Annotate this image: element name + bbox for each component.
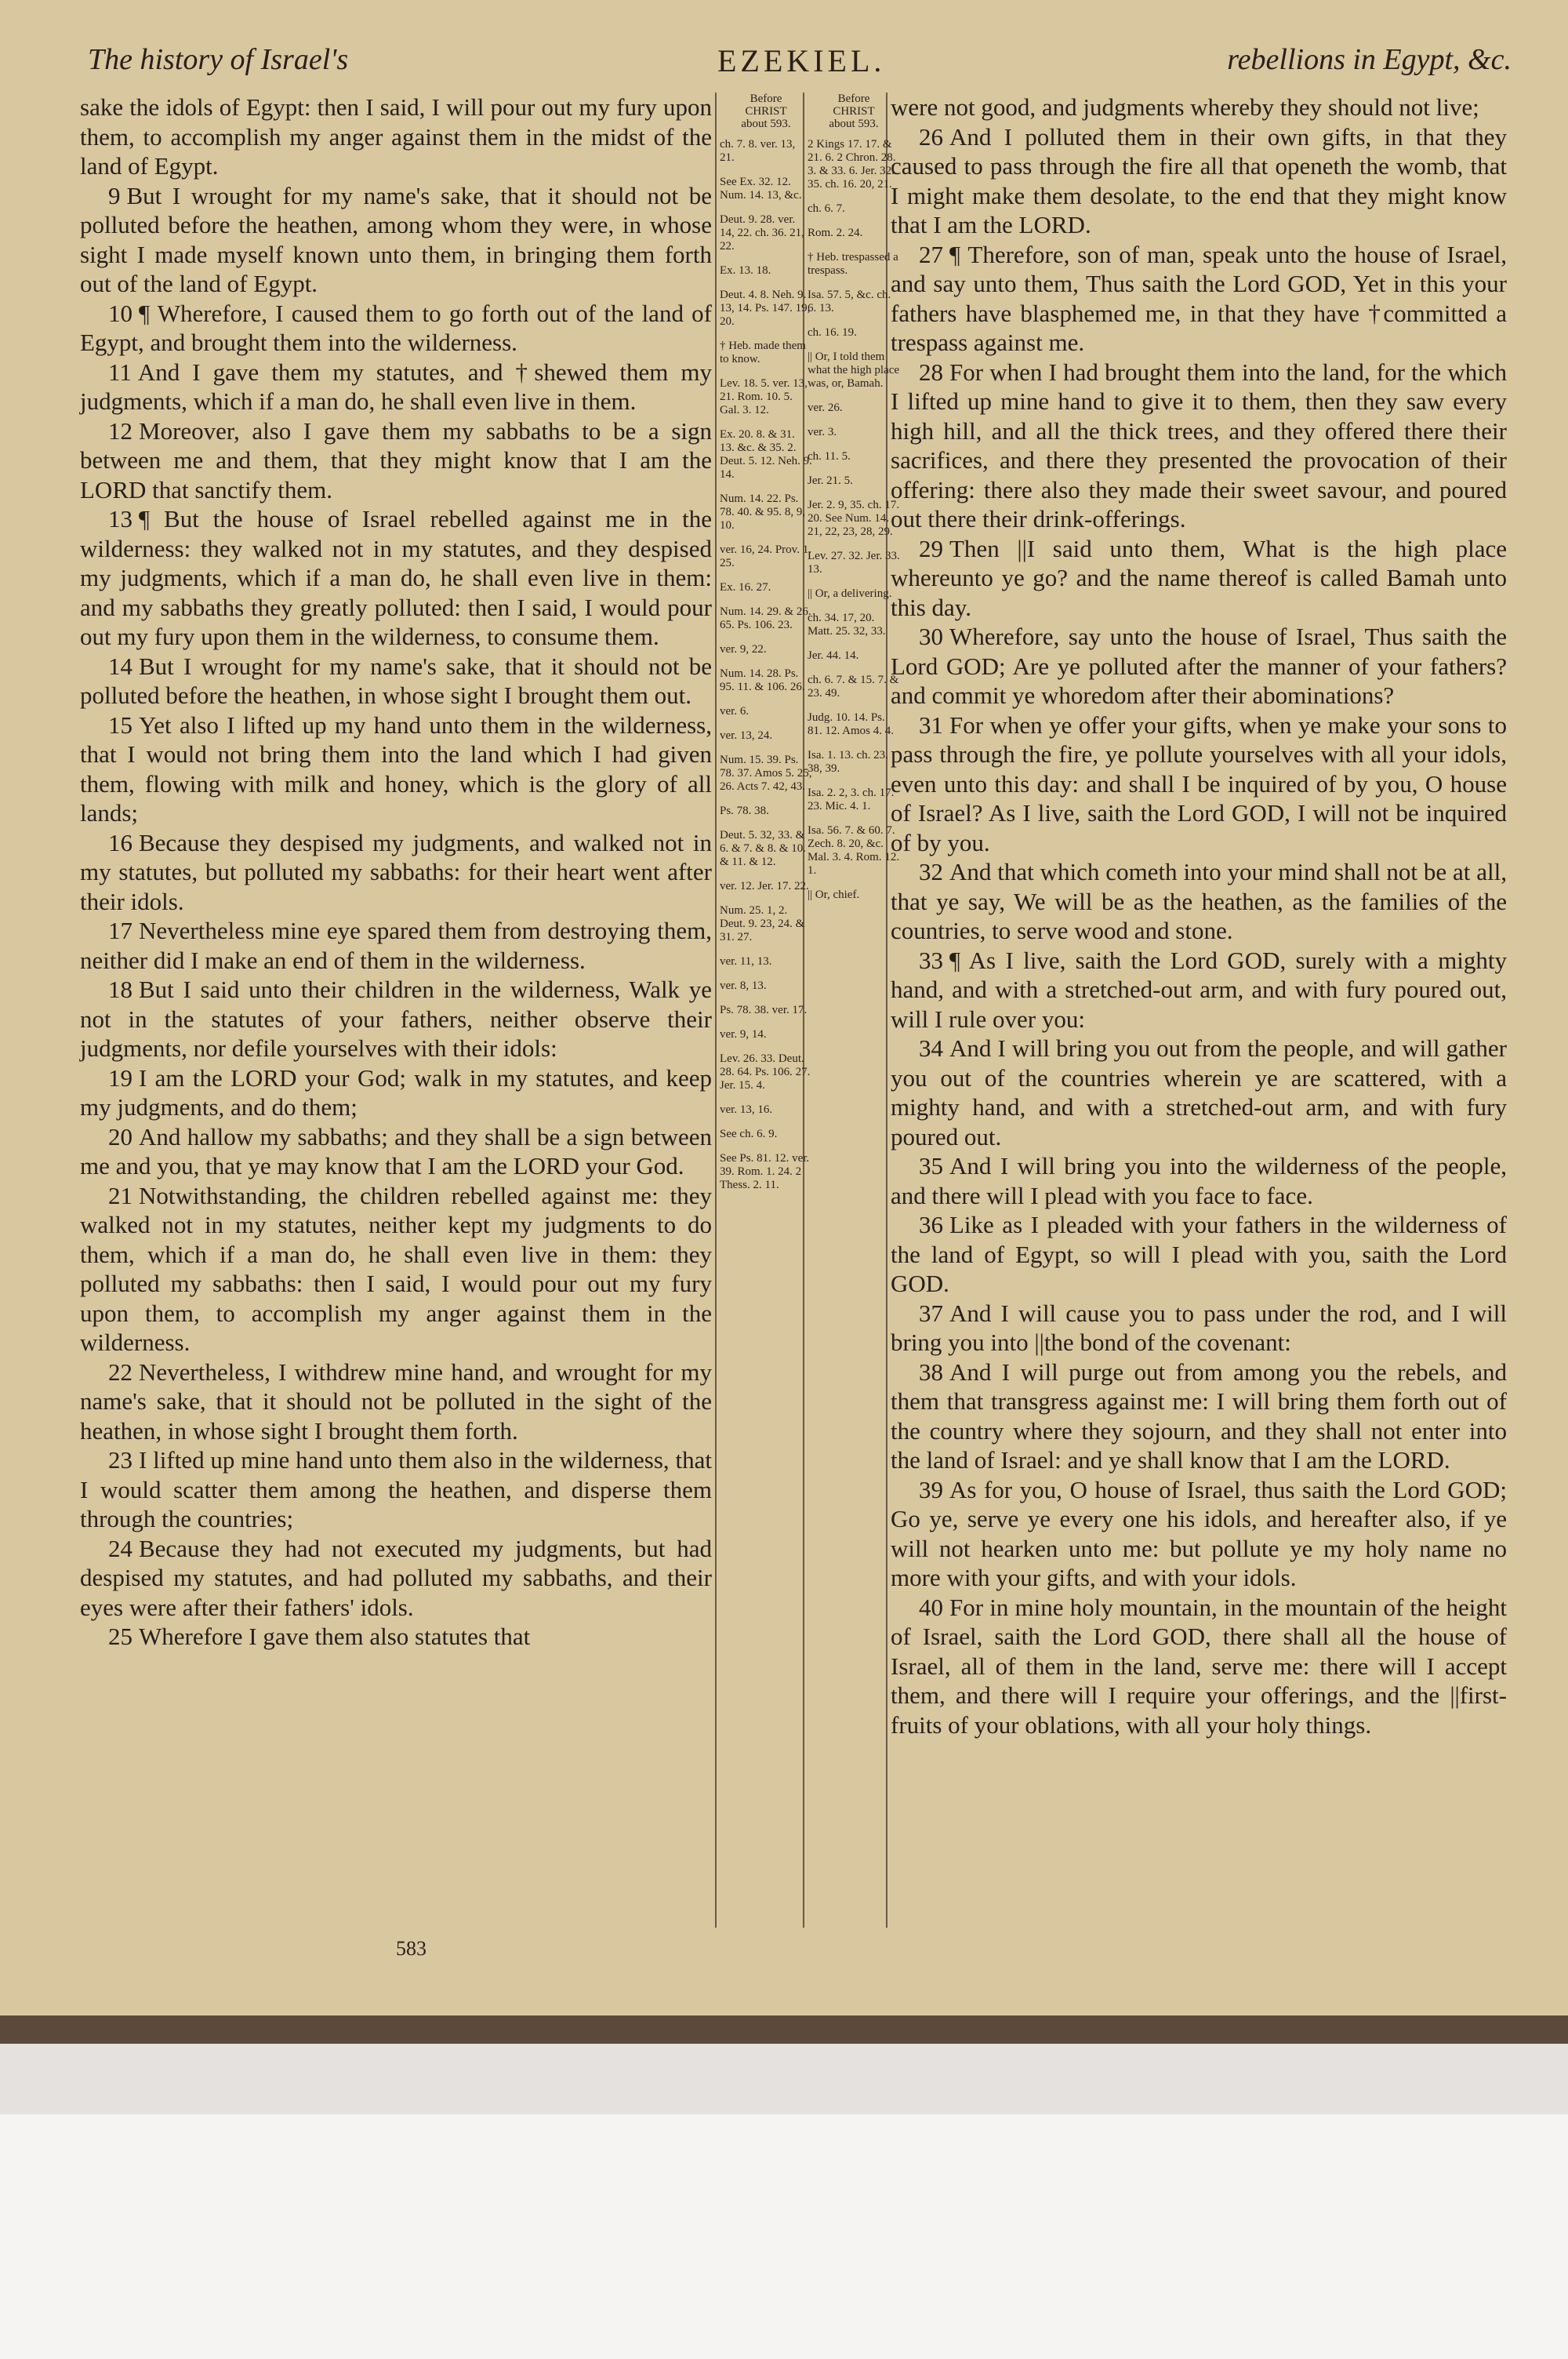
margin-note: Num. 14. 22. Ps. 78. 40. & 95. 8, 9, 10. [720, 493, 806, 532]
verse-text: Wherefore, say unto the house of Israel, Thus saith the Lord GOD; Are ye polluted after the manner of your fathers? and commit ye whoredom after their abominations? [891, 623, 1507, 709]
margin-note: Ex. 13. 18. [720, 264, 771, 277]
verse [891, 1299, 1507, 1358]
verse-text: For in mine holy mountain, in the mountain of the height of Israel, saith the Lord GOD, there shall all the house of Israel, all of them in the land, serve me: there will I accept them, and there will I require your offerings, and the ||first-fruits of your oblations, with all your holy things. [891, 1593, 1507, 1739]
margin-notes-left [720, 93, 812, 1203]
verse [80, 416, 712, 505]
verse [80, 916, 712, 975]
verse-number: 9 [108, 181, 121, 209]
verse [891, 622, 1507, 711]
verse-text: And I will bring you into the wilderness of the people, and there will I plead with you face to face. [891, 1152, 1507, 1209]
running-head-left: The history of Israel's [88, 43, 349, 76]
verse-text: Nevertheless, I withdrew mine hand, and wrought for my name's sake, that it should not be polluted in the sight of the heathen, in whose sight I brought them forth. [80, 1358, 712, 1445]
verse-text: Moreover, also I gave them my sabbaths to be a sign between me and them, that they might know that I am the LORD that sanctify them. [80, 416, 712, 503]
verse-text: But I wrought for my name's sake, that it should not be polluted before the heathen, among whom they were, in whose sight I made myself known unto them, in bringing them forth out of the land of Egypt. [80, 181, 712, 297]
verse-number: 28 [919, 358, 943, 386]
verse [80, 711, 712, 828]
verse [80, 1063, 712, 1122]
verse-number: 21 [108, 1181, 132, 1209]
verse-number: 29 [919, 534, 943, 562]
book-title: EZEKIEL. [717, 43, 886, 78]
left-text-column [80, 93, 712, 1652]
margin-note: ver. 26. [808, 402, 843, 414]
margin-note: Isa. 56. 7. & 60. 7. Zech. 8. 20, &c. Mal. 3. 4. Rom. 12. 1. [808, 824, 900, 877]
margin-note: Jer. 44. 14. [808, 649, 859, 662]
verse-number: 36 [919, 1211, 943, 1238]
margin-note: || Or, a delivering. [808, 587, 892, 600]
margin-note: Lev. 26. 33. Deut. 28. 64. Ps. 106. 27. Jer. 15. 4. [720, 1052, 811, 1092]
verse-text: But I said unto their children in the wilderness, Walk ye not in the statutes of your fathers, neither observe their judgments, nor defile yourselves with their idols: [80, 976, 712, 1062]
margin-note: Isa. 1. 13. ch. 23. 38, 39. [808, 749, 888, 775]
margin-notes-right [808, 93, 900, 913]
margin-note: || Or, I told them what the high place was, or, Bamah. [808, 351, 900, 390]
margin-note: Isa. 57. 5, &c. ch. 6. 13. [808, 289, 891, 314]
margin-note: ver. 13, 16. [720, 1103, 773, 1116]
verse [891, 240, 1507, 358]
verse [891, 711, 1507, 858]
verse-text: ¶ Wherefore, I caused them to go forth out of the land of Egypt, and brought them into the wilderness. [80, 299, 712, 356]
verse-text: But I wrought for my name's sake, that it should not be polluted before the heathen, in whose sight I brought them out. [80, 652, 712, 709]
verse-text: ¶ Therefore, son of man, speak unto the house of Israel, and say unto them, Thus saith the Lord GOD, Yet in this your fathers have blasphemed me, in that they have †committed a trespass against me. [891, 240, 1507, 356]
verse-number: 16 [108, 828, 132, 856]
verse-text: ¶ But the house of Israel rebelled against me in the wilderness: they walked not in my statutes, and they despised my judgments, which if a man do, he shall even live in them: and my sabbaths they greatly polluted: then I said, I would pour out my fury upon them in the wilderness, to consume them. [80, 505, 712, 650]
margin-note: ver. 11, 13. [720, 955, 772, 968]
verse [80, 652, 712, 711]
verse-text: And I will bring you out from the people, and will gather you out of the countries wherein ye are scattered, with a mighty hand, and with a stretched-out arm, and with fury poured out. [891, 1034, 1507, 1150]
verse-text: Yet also I lifted up my hand unto them in the wilderness, that I would not bring them into the land which I had given them, flowing with milk and honey, which is the glory of all lands; [80, 711, 712, 827]
verse [891, 857, 1507, 946]
verse-number: 14 [108, 652, 132, 680]
margin-note: Deut. 9. 28. ver. 14, 22. ch. 36. 21, 22. [720, 213, 804, 253]
margin-note: Ps. 78. 38. [720, 805, 769, 817]
verse [891, 1593, 1507, 1740]
book-edge [0, 2016, 1568, 2044]
margin-note: See Ex. 32. 12. Num. 14. 13, &c. [720, 176, 802, 202]
background-surface [0, 2044, 1568, 2359]
verse-number: 32 [919, 858, 943, 885]
verse-text: And I will purge out from among you the rebels, and them that transgress against me: I will bring them forth out of the country where they sojourn, and they shall not enter into the land of Israel: and ye shall know that I am the LORD. [891, 1358, 1507, 1474]
verse-number: 24 [108, 1534, 132, 1562]
verse-text: Then ||I said unto them, What is the high place whereunto ye go? and the name thereof is called Bamah unto this day. [891, 534, 1507, 621]
verse-number: 38 [919, 1358, 943, 1386]
verse [80, 975, 712, 1063]
margin-note: Lev. 27. 32. Jer. 33. 13. [808, 550, 900, 576]
verse-number: 35 [919, 1152, 943, 1180]
verse-text: I lifted up mine hand unto them also in the wilderness, that I would scatter them among the heathen, and disperse them through the countries; [80, 1446, 712, 1532]
margin-note: Num. 14. 28. Ps. 95. 11. & 106. 26. [720, 667, 805, 693]
margin-note: Lev. 18. 5. ver. 13, 21. Rom. 10. 5. Gal. 3. 12. [720, 377, 808, 416]
verse-number: 39 [919, 1475, 943, 1503]
margin-note: ver. 6. [720, 705, 750, 718]
verse-text: Notwithstanding, the children rebelled against me: they walked not in my statutes, neither kept my judgments to do them, which if a man do, he shall even live in them: they polluted my sabbaths: then I said, I would pour out my fury upon them, to accomplish my anger against them in the wilderness. [80, 1181, 712, 1356]
verse-number: 18 [108, 976, 132, 1003]
margin-note: ver. 9, 14. [720, 1028, 767, 1041]
verse [80, 504, 712, 652]
verse-number: 13 [108, 505, 132, 533]
margin-note: ver. 16, 24. Prov. 1. 25. [720, 543, 811, 569]
margin-note: ch. 34. 17, 20. Matt. 25. 32, 33. [808, 612, 886, 638]
margin-note: || Or, chief. [808, 889, 860, 901]
margin-note: ver. 9, 22. [720, 643, 767, 656]
verse [891, 358, 1507, 534]
verse-number: 25 [108, 1623, 132, 1650]
verse [80, 1622, 712, 1652]
margin-note: Num. 15. 39. Ps. 78. 37. Amos 5. 25, 26. Acts 7. 42, 43. [720, 754, 812, 793]
verse [80, 1445, 712, 1534]
margin-note: Ex. 16. 27. [720, 581, 771, 594]
margin-note: 2 Kings 17. 17. & 21. 6. 2 Chron. 28. 3. & 33. 6. Jer. 32. 35. ch. 16. 20, 21. [808, 138, 896, 191]
verse-number: 23 [108, 1446, 132, 1474]
verse-number: 10 [108, 299, 132, 327]
margin-note: ch. 7. 8. ver. 13, 21. [720, 138, 796, 164]
verse-number: 15 [108, 711, 132, 739]
column-rule-left [715, 93, 717, 1928]
verse [891, 1034, 1507, 1151]
verse [891, 1151, 1507, 1210]
verse-text: sake the idols of Egypt: then I said, I will pour out my fury upon them, to accomplish my anger against them in the midst of the land of Egypt. [80, 93, 712, 180]
verse-text: As for you, O house of Israel, thus saith the Lord GOD; Go ye, serve ye every one his idols, and hereafter also, if ye will not hearken unto me: but pollute ye my holy name no more with your gifts, and with your idols. [891, 1475, 1507, 1591]
verse-number: 34 [919, 1034, 943, 1062]
verse-number: 37 [919, 1299, 943, 1327]
verse [80, 181, 712, 299]
verse-number: 33 [919, 946, 943, 974]
verse [891, 1358, 1507, 1475]
verse [80, 1358, 712, 1446]
margin-heading: Before CHRIST about 593. [829, 93, 879, 130]
margin-note: ch. 11. 5. [808, 450, 851, 463]
right-text-column [891, 93, 1507, 1739]
page-number: 583 [396, 1937, 426, 1960]
verse-number: 22 [108, 1358, 132, 1386]
verse-text: ¶ As I live, saith the Lord GOD, surely with a mighty hand, and with a stretched-out arm, and with fury poured out, will I rule over you: [891, 946, 1507, 1033]
verse-text: Like as I pleaded with your fathers in the wilderness of the land of Egypt, so will I plead with you, saith the Lord GOD. [891, 1211, 1507, 1297]
verse-number: 17 [108, 917, 132, 944]
shadow-band [0, 2044, 1568, 2114]
verse-number: 30 [919, 623, 943, 650]
margin-note: Jer. 2. 9, 35. ch. 17. 20. See Num. 14. 21, 22, 23, 28, 29. [808, 499, 900, 538]
margin-note: ver. 12. Jer. 17. 22. [720, 880, 809, 892]
verse [80, 1534, 712, 1623]
verse [80, 299, 712, 358]
verse-text: Wherefore I gave them also statutes that [139, 1623, 531, 1650]
verse-text: For when ye offer your gifts, when ye make your sons to pass through the fire, ye pollute yourselves with all your idols, even unto this day: and shall I be inquired of by you, O house of Israel? As I live, saith the Lord GOD, I will not be inquired of by you. [891, 711, 1507, 856]
verse-text: And that which cometh into your mind shall not be at all, that ye say, We will be as the heathen, as the families of the countries, to serve wood and stone. [891, 858, 1507, 944]
verse-number: 11 [108, 358, 132, 386]
margin-note: Isa. 2. 2, 3. ch. 17. 23. Mic. 4. 1. [808, 787, 895, 812]
verse [80, 1122, 712, 1181]
verse-text: For when I had brought them into the land, for the which I lifted up mine hand to give it to them, then they saw every high hill, and all the thick trees, and they offered there their sacrifices, and there they presented the provocation of their offering: there also they made their sweet savour, and poured out there their drink-offerings. [891, 358, 1507, 533]
verse-number: 40 [919, 1593, 943, 1621]
margin-note: Num. 14. 29. & 26. 65. Ps. 106. 23. [720, 605, 811, 631]
verse-number: 20 [108, 1122, 132, 1150]
verse-text: And I gave them my statutes, and †shewed them my judgments, which if a man do, he shall even live in them. [80, 358, 712, 415]
verse [891, 122, 1507, 240]
verse-text: And I polluted them in their own gifts, in that they caused to pass through the fire all that openeth the womb, that I might make them desolate, to the end that they might know that I am the LORD. [891, 122, 1507, 238]
margin-note: See ch. 6. 9. [720, 1128, 778, 1140]
verse-text: Nevertheless mine eye spared them from destroying them, neither did I make an end of them in the wilderness. [80, 917, 712, 974]
verse-text: were not good, and judgments whereby they should not live; [891, 93, 1479, 121]
verse [891, 1475, 1507, 1593]
verse [891, 93, 1507, 122]
verse-number: 27 [919, 240, 943, 268]
margin-note: Num. 25. 1, 2. Deut. 9. 23, 24. & 31. 27. [720, 904, 805, 943]
verse-number: 12 [108, 416, 132, 445]
margin-note: ch. 6. 7. & 15. 7. & 23. 49. [808, 674, 899, 700]
margin-note: ver. 3. [808, 426, 837, 438]
verse-number: 19 [108, 1063, 132, 1092]
margin-note: † Heb. trespassed a trespass. [808, 251, 898, 277]
margin-note: See Ps. 81. 12. ver. 39. Rom. 1. 24. 2 Thess. 2. 11. [720, 1152, 810, 1191]
verse-text: Because they had not executed my judgments, but had despised my statutes, and had polluted my sabbaths, and their eyes were after their fathers' idols. [80, 1534, 712, 1621]
verse-number: 26 [919, 122, 943, 151]
verse [80, 358, 712, 416]
margin-note: ch. 6. 7. [808, 202, 845, 215]
margin-note: Jer. 21. 5. [808, 474, 853, 487]
margin-note: † Heb. made them to know. [720, 340, 806, 365]
margin-note: Ps. 78. 38. ver. 17. [720, 1004, 808, 1016]
verse [80, 828, 712, 917]
verse-text: And I will cause you to pass under the rod, and I will bring you into ||the bond of the covenant: [891, 1299, 1507, 1356]
margin-heading: Before CHRIST about 593. [741, 93, 791, 130]
verse [891, 946, 1507, 1034]
margin-note: ver. 13, 24. [720, 729, 773, 742]
margin-note: Ex. 20. 8. & 31. 13. &c. & 35. 2. Deut. 5. 12. Neh. 9. 14. [720, 428, 812, 481]
verse [80, 93, 712, 181]
verse [80, 1181, 712, 1358]
margin-note: Judg. 10. 14. Ps. 81. 12. Amos 4. 4. [808, 711, 895, 737]
margin-note: ver. 8, 13. [720, 980, 767, 992]
margin-note: Rom. 2. 24. [808, 227, 863, 239]
verse-text: I am the LORD your God; walk in my statutes, and keep my judgments, and do them; [80, 1063, 712, 1121]
verse-number: 31 [919, 711, 943, 739]
running-head-right: rebellions in Egypt, &c. [1227, 43, 1512, 76]
margin-note: ch. 16. 19. [808, 326, 857, 339]
verse-text: And hallow my sabbaths; and they shall be a sign between me and you, that ye may know that I am the LORD your God. [80, 1122, 712, 1180]
verse [891, 1210, 1507, 1299]
margin-note: Deut. 4. 8. Neh. 9. 13, 14. Ps. 147. 19, 20. [720, 289, 811, 328]
verse-text: Because they despised my judgments, and walked not in my statutes, but polluted my sabbaths: for their heart went after their idols. [80, 828, 712, 915]
margin-note: Deut. 5. 32, 33. & 6. & 7. & 8. & 10. & 11. & 12. [720, 829, 807, 868]
verse [891, 534, 1507, 623]
